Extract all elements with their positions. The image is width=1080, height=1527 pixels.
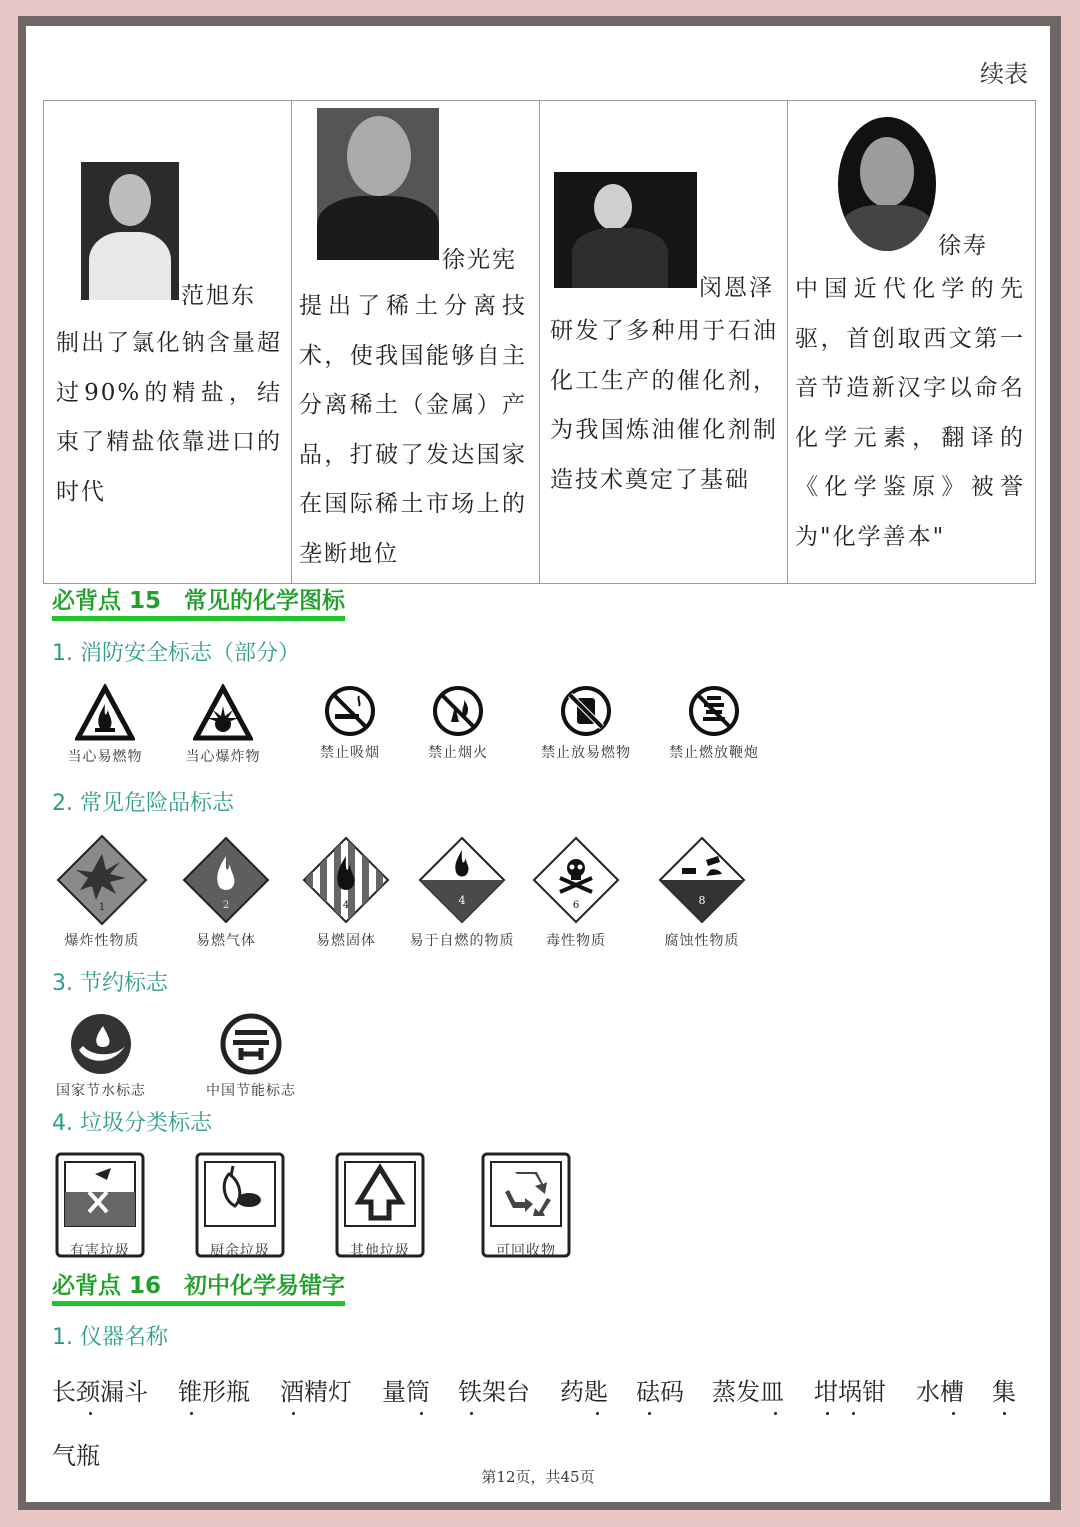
document-page (26, 26, 1050, 1502)
person-description: 制出了氯化钠含量超过90%的精盐，结束了精盐依靠进口的时代 (56, 330, 282, 505)
word-item: 量筒 (382, 1378, 430, 1406)
person-name: 徐光宪 (442, 247, 517, 273)
no-smoking-icon (323, 684, 377, 738)
spontaneous-combustion-diamond-icon (416, 834, 508, 926)
save-sign-energy (196, 1012, 306, 1100)
fire-sign-explosive (178, 684, 268, 766)
person-cell-xu-guangxian (292, 101, 540, 584)
subsection-saving: 3. 节约标志 (52, 971, 168, 996)
hazard-class-number: 6 (572, 900, 580, 911)
word-item: 气瓶 (52, 1442, 100, 1470)
sign-caption: 可回收物 (496, 1243, 556, 1259)
sign-caption: 禁止吸烟 (320, 745, 380, 761)
hazard-class-number: 4 (458, 894, 466, 907)
sign-caption: 爆炸性物质 (64, 933, 140, 949)
sign-caption: 易燃固体 (316, 933, 376, 949)
person-cell-min (540, 101, 788, 584)
hazard-class-number: 8 (698, 894, 706, 907)
trash-sign-hazardous (54, 1152, 146, 1260)
fire-sign-no-firecrackers (654, 684, 774, 762)
word-item: 长颈漏斗 (52, 1378, 148, 1406)
save-sign-water (46, 1012, 156, 1100)
sign-caption: 禁止烟火 (428, 745, 488, 761)
person-name: 范旭东 (181, 283, 256, 309)
explosive-diamond-icon (56, 834, 148, 926)
water-saving-icon (69, 1012, 133, 1076)
no-open-flame-icon (431, 684, 485, 738)
sign-caption: 国家节水标志 (56, 1083, 146, 1099)
oval-portrait-photo-icon (838, 117, 936, 251)
person-name: 徐寿 (938, 233, 988, 259)
hazard-sign-explosive (52, 834, 152, 950)
sign-caption: 禁止放易燃物 (541, 745, 631, 761)
word-item: 药匙 (560, 1378, 608, 1406)
hazard-sign-flammable-solid (296, 834, 396, 950)
person-description: 提出了稀土分离技术，使我国能够自主分离稀土（金属）产品，打破了发达国家在国际稀土市场上的垄断地位 (299, 293, 527, 567)
flammable-warning-icon (75, 684, 135, 742)
trash-sign-recyclable (480, 1152, 572, 1260)
sign-caption: 当心易燃物 (67, 749, 143, 765)
subsection-fire-safety: 1. 消防安全标志（部分） (52, 641, 300, 666)
person-name: 闵恩泽 (699, 275, 774, 301)
hazard-class-number: 2 (222, 900, 230, 911)
fire-sign-no-fire (408, 684, 508, 762)
sign-caption: 有害垃圾 (70, 1243, 130, 1259)
sign-caption: 腐蚀性物质 (664, 933, 740, 949)
hazard-sign-corrosive (652, 834, 752, 950)
no-flammables-icon (559, 684, 613, 738)
sign-caption: 易于自燃的物质 (409, 933, 515, 949)
trash-sign-food (194, 1152, 286, 1260)
person-cell-xu-shou (788, 101, 1036, 584)
subsection-trash: 4. 垃圾分类标志 (52, 1111, 212, 1136)
flammable-solid-diamond-icon (300, 834, 392, 926)
hazard-sign-flammable-gas (176, 834, 276, 950)
fire-sign-no-flammables (528, 684, 644, 762)
word-item: 铁架台 (458, 1378, 530, 1406)
sign-caption: 毒性物质 (546, 933, 606, 949)
page-number-footer: 第12页，共45页 (481, 1468, 595, 1486)
no-firecrackers-icon (687, 684, 741, 738)
hazard-class-number: 1 (98, 902, 106, 913)
sign-caption: 易燃气体 (196, 933, 256, 949)
energy-saving-icon (219, 1012, 283, 1076)
word-item: 砝码 (636, 1378, 684, 1406)
person-description: 研发了多种用于石油化工生产的催化剂，为我国炼油催化剂制造技术奠定了基础 (550, 318, 778, 493)
explosive-warning-icon (193, 684, 253, 742)
portrait-photo-icon (554, 172, 697, 288)
word-item: 酒精灯 (280, 1378, 352, 1406)
hazard-class-number: 4 (342, 900, 350, 911)
trash-sign-other (334, 1152, 426, 1260)
subsection-instruments: 1. 仪器名称 (52, 1325, 168, 1350)
sign-caption: 禁止燃放鞭炮 (669, 745, 759, 761)
hazard-sign-toxic (526, 834, 626, 950)
sign-caption: 厨余垃圾 (210, 1243, 270, 1259)
corrosive-diamond-icon (656, 834, 748, 926)
portrait-photo-icon (317, 108, 439, 260)
word-item: 锥形瓶 (178, 1378, 250, 1406)
continued-label: 续表 (980, 60, 1028, 88)
person-cell-fan (44, 101, 292, 584)
fire-sign-flammable (60, 684, 150, 766)
section-15-heading: 必背点 15 常见的化学图标 (52, 586, 345, 621)
sign-caption: 其他垃圾 (350, 1243, 410, 1259)
subsection-hazard: 2. 常见危险品标志 (52, 791, 234, 816)
word-item: 水槽 (916, 1378, 964, 1406)
section-16-heading: 必背点 16 初中化学易错字 (52, 1271, 345, 1306)
fire-sign-no-smoking (300, 684, 400, 762)
portrait-photo-icon (81, 162, 179, 300)
person-description: 中国近代化学的先驱，首创取西文第一音节造新汉字以命名化学元素，翻译的《化学鉴原》被誉为"化学善本" (795, 276, 1025, 550)
sign-caption: 当心爆炸物 (185, 749, 261, 765)
flammable-gas-diamond-icon (180, 834, 272, 926)
chemist-table (43, 100, 1036, 584)
word-item: 集 (992, 1378, 1016, 1406)
skull-crossbones-diamond-icon (530, 834, 622, 926)
word-item: 坩埚钳 (814, 1378, 886, 1406)
hazard-sign-spontaneous-combustion (402, 834, 522, 950)
sign-caption: 中国节能标志 (206, 1083, 296, 1099)
word-item: 蒸发皿 (712, 1378, 784, 1406)
